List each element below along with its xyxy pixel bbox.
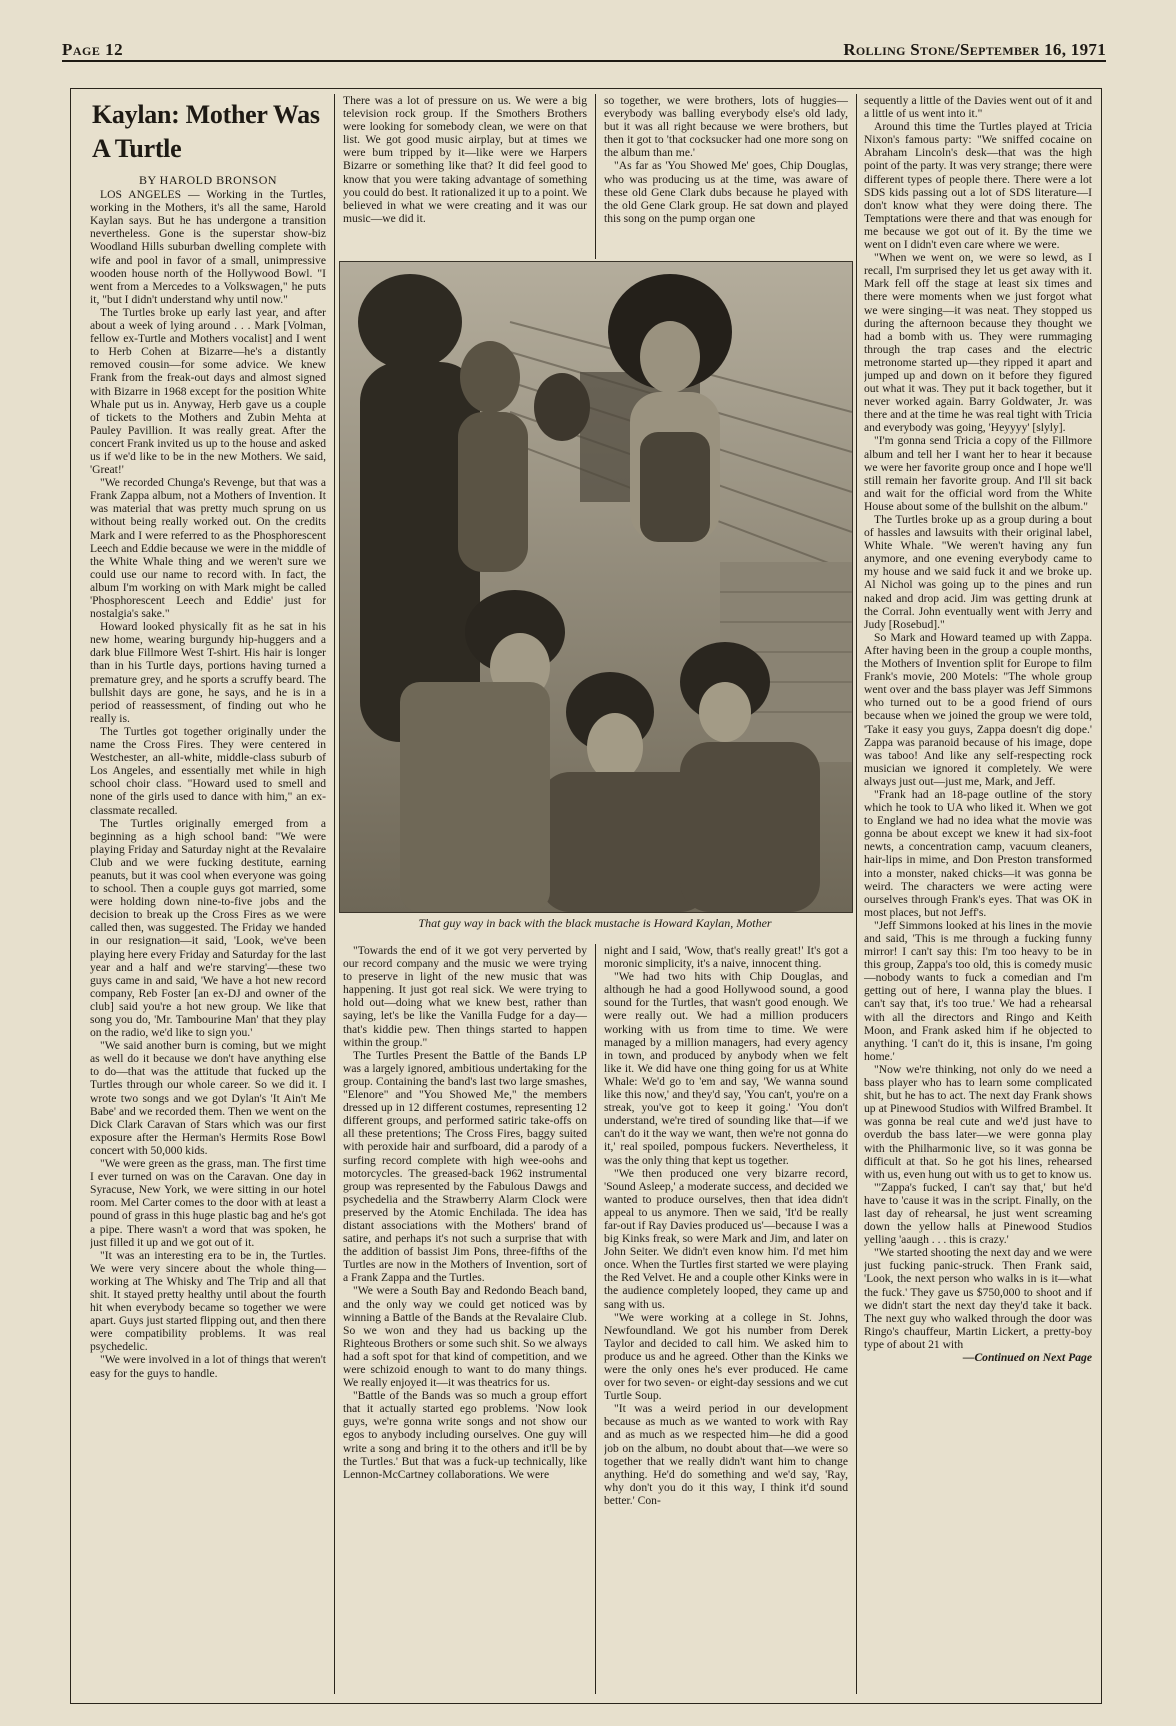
paragraph: There was a lot of pressure on us. We were a big television rock group. If the Smothers Brothers were looking for somebody clean, we were on that list. We got good music airplay, but at times we were bum tripped by it—like were we Harpers Bizarre or something like that? It did feel good to know that you were taking advantage of something you could do best. It rationalized it up to a point. We believed in what we were creating and it was our music—we did it. [343,94,587,225]
paragraph: night and I said, 'Wow, that's really great!' It's got a moronic simplicity, it's a naive, innocent thing. [604,944,848,971]
paragraph: Around this time the Turtles played at Tricia Nixon's famous party: "We sniffed cocaine on Abraham Lincoln's desk—that was the high point of the party. It was very strange; there were different types of people there. There were a lot SDS kids passing out a lot of SDS literature—I don't know what they were doing there. The Temptations were there and that was enough for me because we got out of it. By the time we went on I didn't even care where we were. [864,120,1092,252]
paragraph: so together, we were brothers, lots of huggies—everybody was balling everybody else's old lady, but it was all right because we were brothers, but then it got to 'that cocksucker had one more song on the album than me.' [604,94,848,160]
paragraph: "Frank had an 18-page outline of the story which he took to UA who liked it. When we got to England we had no idea what the movie was gonna be about except we knew it had six-foot newts, a concentration camp, vacuum cleaners, hair-lips in mime, and Don Preston transformed into a monster, naked chicks—it was gonna be weird. The characters we were acting were ourselves through Frank's eyes. That was OK in most places, but not Jeff's. [864,787,1092,919]
paragraph: "We had two hits with Chip Douglas, and although he had a good Hollywood sound, a good sound for the Turtles, that wasn't good enough. We were really out. We had a million producers working with us from time to time. We were managed by a million managers, had every agency in town, and produced by anybody when we felt like it. We did have one thing going for us at White Whale: We'd go to 'em and say, 'We wanna sound like this now,' and they'd say, 'You can't, you're on a streak, you've got to keep it going.' 'You don't understand, we're tired of sounding like that—if we can't do it the way we want, then we're not gonna do it,' real spoiled, pompous fuckers. Nevertheless, it was the only thing that kept us together. [604,970,848,1167]
headline: Kaylan: Mother Was A Turtle [92,100,320,163]
paragraph: LOS ANGELES — Working in the Turtles, working in the Mothers, it's all the same, Harold Kaylan says. But he has undergone a transition nevertheless. Gone is the superstar show-biz Woodland Hills suburban dwelling complete with wife and pool in favor of a small, unimpressive wooden house north of the Hollywood Bowl. "I went from a Mercedes to a Volkswagen," he puts it, "but I didn't understand why until now." [90,188,326,306]
column-2-top [343,94,587,256]
paragraph: "We said another burn is coming, but we might as well do it because we don't have anything else to do—that was the attitude that fucked up the Turtles through our whole career. So we did it. I wrote two songs and we got Dylan's 'It Ain't Me Babe' and we recorded them. Then we went on the Dick Clark Caravan of Stars which was our first exposure after the Herman's Hermits Rose Bowl concert with 50,000 kids. [90,1039,326,1157]
paragraph: "We started shooting the next day and we were just fucking panic-struck. Then Frank said, 'Look, the next person who walks in is it—what the fuck.' They gave us $750,000 to shoot and if we didn't start the next day they'd take it back. The next guy who walked through the door was Ringo's chauffeur, Martin Lickert, a pretty-boy type of about 21 with [864,1246,1092,1351]
paragraph: The Turtles Present the Battle of the Bands LP was a largely ignored, ambitious undertaking for the group. Containing the band's last two large smashes, "Elenore" and "You Showed Me," the members dressed up in 12 different costumes, representing 12 different groups, and performed satiric take-offs on all these pretentions; The Cross Fires, baggy suited with peroxide hair and surfboard, did a parody of a surfing record complete with high wee-oohs and motorcycles. The greased-back 1962 instrumental group was represented by the Fabulous Dawgs and psychedelia and the Strawberry Alarm Clock were preserved by the Atomic Enchilada. The idea has distant associations with the Mothers' brand of satire, and perhaps it's not such a surprise that with the addition of bassist Jim Pons, three-fifths of the Turtles are now in the Mothers of Invention, sort of a Frank Zappa and the Turtles. [343,1048,587,1285]
column-2-bottom-text [343,944,587,1481]
column-3-top [604,94,848,256]
paragraph: "Towards the end of it we got very perverted by our record company and the music we were trying to preserve in light of the new music that was happening. It just got real sick. We were trying to hold out—doing what we knew best, rather than saying, let's be like the Vanilla Fudge for a day—that's kiddie pew. Then things started to happen within the group." [343,944,587,1049]
column-2-top-text [343,94,587,225]
paragraph: "We were working at a college in St. Johns, Newfoundland. We got his number from Derek Taylor and decided to call him. We asked him to produce us and he agreed. Other than the Kinks we were the only ones he's ever produced. He came over for two seven- or eight-day sessions and we cut Turtle Soup. [604,1310,848,1403]
band-photograph [339,261,853,913]
page-header [62,38,1106,60]
masthead-date: Rolling Stone/September 16, 1971 [843,40,1106,59]
column-4 [864,94,1092,1694]
paragraph: "We recorded Chunga's Revenge, but that was a Frank Zappa album, not a Mothers of Invention. It was material that was pretty much sprung on us without being really worked out. On the credits Mark and I were referred to as the Phosphorescent Leech and Eddie because we were in the middle of the White Whale thing and we weren't sure we could use our name to record with. In fact, the album I'm working on with Mark might be called 'Phosphorescent Leech and Eddie' just for nostalgia's sake." [90,476,326,621]
paragraph: "We were involved in a lot of things that weren't easy for the guys to handle. [90,1353,326,1380]
paragraph: "Jeff Simmons looked at his lines in the movie and said, 'This is me through a fucking funny mirror! I can't say this: I'm too heavy to be in this group, Zappa's too old, this is comedy music—nobody wants to fuck a comedian and I'm getting out of here, I wanna play the blues. I can't say that, it's too true.' We had a rehearsal with all the directors and Ringo and Keith Moon, and Frank asked him if he objected to anything. 'I can't do it, this is insane, I'm going home.' [864,918,1092,1063]
column-rule [856,94,857,1694]
paragraph: "We then produced one very bizarre record, 'Sound Asleep,' a moderate success, and decided we wanted to produce ourselves, then that idea didn't appeal to us anymore. Then we said, 'It'd be really far-out if Ray Davies produced us'—because I was a big Kinks freak, so were Mark and Jim, and later on John Seiter. We didn't even know him. I'd met him once. When the Turtles first started we were playing the Red Velvet. He and a couple other Kinks were in the audience completely looped, they came up and sang with us. [604,1166,848,1311]
column-4-text [864,94,1092,1351]
paragraph: "I'm gonna send Tricia a copy of the Fillmore album and tell her I want her to hear it because we were her favorite group once and I hope we'll still remain her favorite group. And I'll sit back and wait for the official word from the White House about some of the bullshit on the album." [864,434,1092,513]
page-number: Page 12 [62,40,124,59]
column-rule [595,944,596,1694]
column-3-bottom-text [604,944,848,1507]
column-3-bottom [604,944,848,1696]
paragraph: "It was a weird period in our development because as much as we wanted to work with Ray and as much as we respected him—he did a good job on the album, no doubt about that—we were so together that we really didn't want him to change anything. He'd do something and we'd say, 'Ray, why don't you do it this way, I think it'd sound better.' Con- [604,1402,848,1507]
photo-image [340,262,852,912]
header-rule [62,60,1106,62]
paragraph: The Turtles originally emerged from a beginning as a high school band: "We were playing Friday and Saturday night at the Revalaire Club and we were fucking destitute, earning peanuts, but it was cool when everyone was going to school. Then a couple guys got married, some were holding down nine-to-five jobs and the decision to break up the Cross Fires as we were called then, was suggested. The Friday we handed in our resignation—it said, 'Look, we've been playing here every Friday and Saturday for the last year and a half and we're starving'—these two guys came in and said, 'We have a hot new record company, Reb Foster [an ex-DJ and owner of the club] said you're a hot new group. We like that song you do, 'Mr. Tambourine Man' that they play on the radio, we'd like to sign you.' [90,816,326,1040]
paragraph: Howard looked physically fit as he sat in his new home, wearing burgundy hip-huggers and a dark blue Fillmore West T-shirt. His hair is longer than in his Turtle days, portions having turned a premature grey, and he sports a scruffy beard. The bullshit days are gone, he says, and he is in a period of reassessment, of finding out who he really is. [90,620,326,725]
paragraph: The Turtles got together originally under the name the Cross Fires. They were centered in Westchester, an all-white, middle-class suburb of Los Angeles, and essentially met while in high school choir class. "Howard used to smell and none of the girls used to dance with him," an ex-classmate recalled. [90,724,326,817]
paragraph: "It was an interesting era to be in, the Turtles. We were very sincere about the whole thing—working at The Whisky and The Trip and all that shit. It stayed pretty healthy until about the fourth hit when everybody became so together we were apart. Guys just started flipping out, and then there were compatibility problems. It was real psychedelic. [90,1248,326,1354]
column-3-top-text [604,94,848,225]
paragraph: "When we went on, we were so lewd, as I recall, I'm surprised they let us get away with it. Mark fell off the stage at least six times and there were moments when we just forgot what we were singing—it was neat. They stopped us during the afternoon because they thought we had a bomb with us. They were rummaging through the trap cases and the electric metronome started up—they ripped it apart and jumped up and down on it before they figured out what it was. They put it back together, but it never worked again. Barry Goldwater, Jr. was there and at the time he was real tight with Tricia and everybody was going, 'Heyyyy' [slyly]. [864,251,1092,435]
paragraph: The Turtles broke up as a group during a bout of hassles and lawsuits with their original label, White Whale. "We weren't having any fun anymore, and one evening everybody came to my house and we said fuck it and we broke up. Al Nichol was going up to the pines and run naked and drop acid. Jim was getting drunk at the Corral. John eventually went with Jerry and Judy [Rosebud]." [864,513,1092,631]
column-2-bottom [343,944,587,1696]
paragraph: "'Zappa's fucked, I can't say that,' but he'd have to 'cause it was in the script. Finally, on the last day of rehearsal, he just went screaming down the yellow halls at Pinewood Studios yelling 'aaugh . . . this is crazy.' [864,1180,1092,1247]
column-1 [90,94,326,1694]
paragraph: "We were green as the grass, man. The first time I ever turned on was on the Caravan. One day in Syracuse, New York, we were sitting in our hotel room. Mel Carter comes to the door with at least a pound of grass in this huge plastic bag and he's got a pipe. There wasn't a word that was spoken, he just filled it up and we got out of it. [90,1157,326,1249]
paragraph: "Battle of the Bands was so much a group effort that it actually started ego problems. 'Now look guys, we're gonna write songs and not show our egos to anybody including ourselves. One guy will write a song and bring it to the others and it'll be by the Turtles.' But that was a fuck-up technically, like Lennon-McCartney collaborations. We were [343,1389,587,1481]
byline: BY HAROLD BRONSON [138,173,278,187]
column-1-text [90,188,326,1380]
paragraph: sequently a little of the Davies went out of it and a little of us went into it." [864,94,1092,121]
column-rule [334,94,335,1694]
paragraph: The Turtles broke up early last year, and after about a week of lying around . . . Mark [Volman, fellow ex-Turtle and Mothers vocalist] and I went to Herb Cohen at Bizarre—he's a distantly removed cousin—for some advice. We knew Frank from the freak-out days and almost signed with Bizarre in 1968 except for the position White Whale put us in. Anyway, Herb gave us a couple of tickets to the Mothers and Zubin Mehta at Pauley Pavillion. It was really great. After the concert Frank invited us up to the house and asked us if we'd like to be in the new Mothers. We said, 'Great!' [90,305,326,477]
paragraph: So Mark and Howard teamed up with Zappa. After having been in the group a couple months, the Mothers of Invention split for Europe to film Frank's movie, 200 Motels: "The whole group went over and the bass player was Jeff Simmons who turned out to be a good friend of ours because when we joined the group we were told, 'Take it easy you guys, Zappa doesn't dig dope.' Zappa was paranoid because of his image, dope was taboo! And like any self-respecting rock musician we ignored it completely. We were always just out—just me, Mark, and Jeff. [864,630,1092,788]
photo-caption: That guy way in back with the black mustache is Howard Kaylan, Mother [418,916,772,930]
column-rule [595,94,596,259]
paragraph: "We were a South Bay and Redondo Beach band, and the only way we could get noticed was by winning a Battle of the Bands at the Revalaire Club. So we won and they had us backing up the Righteous Brothers or some such shit. So we always had a soft spot for that kind of competition, and we were schizoid enough to want to do many things. We really enjoyed it—it was theatrics for us. [343,1284,587,1390]
continued-note: —Continued on Next Page [962,1351,1092,1364]
paragraph: "Now we're thinking, not only do we need a bass player who has to learn some complicated shit, but he has to act. The next day Frank shows up at Pinewood Studios with Wilfred Brambel. It was gonna be real cute and we'd just have to overdub the bass later—we were gonna play with the Philharmonic live, so it was gonna be difficult at that. So he got his lines, rehearsed with us, even hung out with us to get to know us. [864,1062,1092,1181]
paragraph: "As far as 'You Showed Me' goes, Chip Douglas, who was producing us at the time, was aware of these old Gene Clark dubs because he played with the old Gene Clark group. He sat down and played this song on the pump organ one [604,159,848,225]
